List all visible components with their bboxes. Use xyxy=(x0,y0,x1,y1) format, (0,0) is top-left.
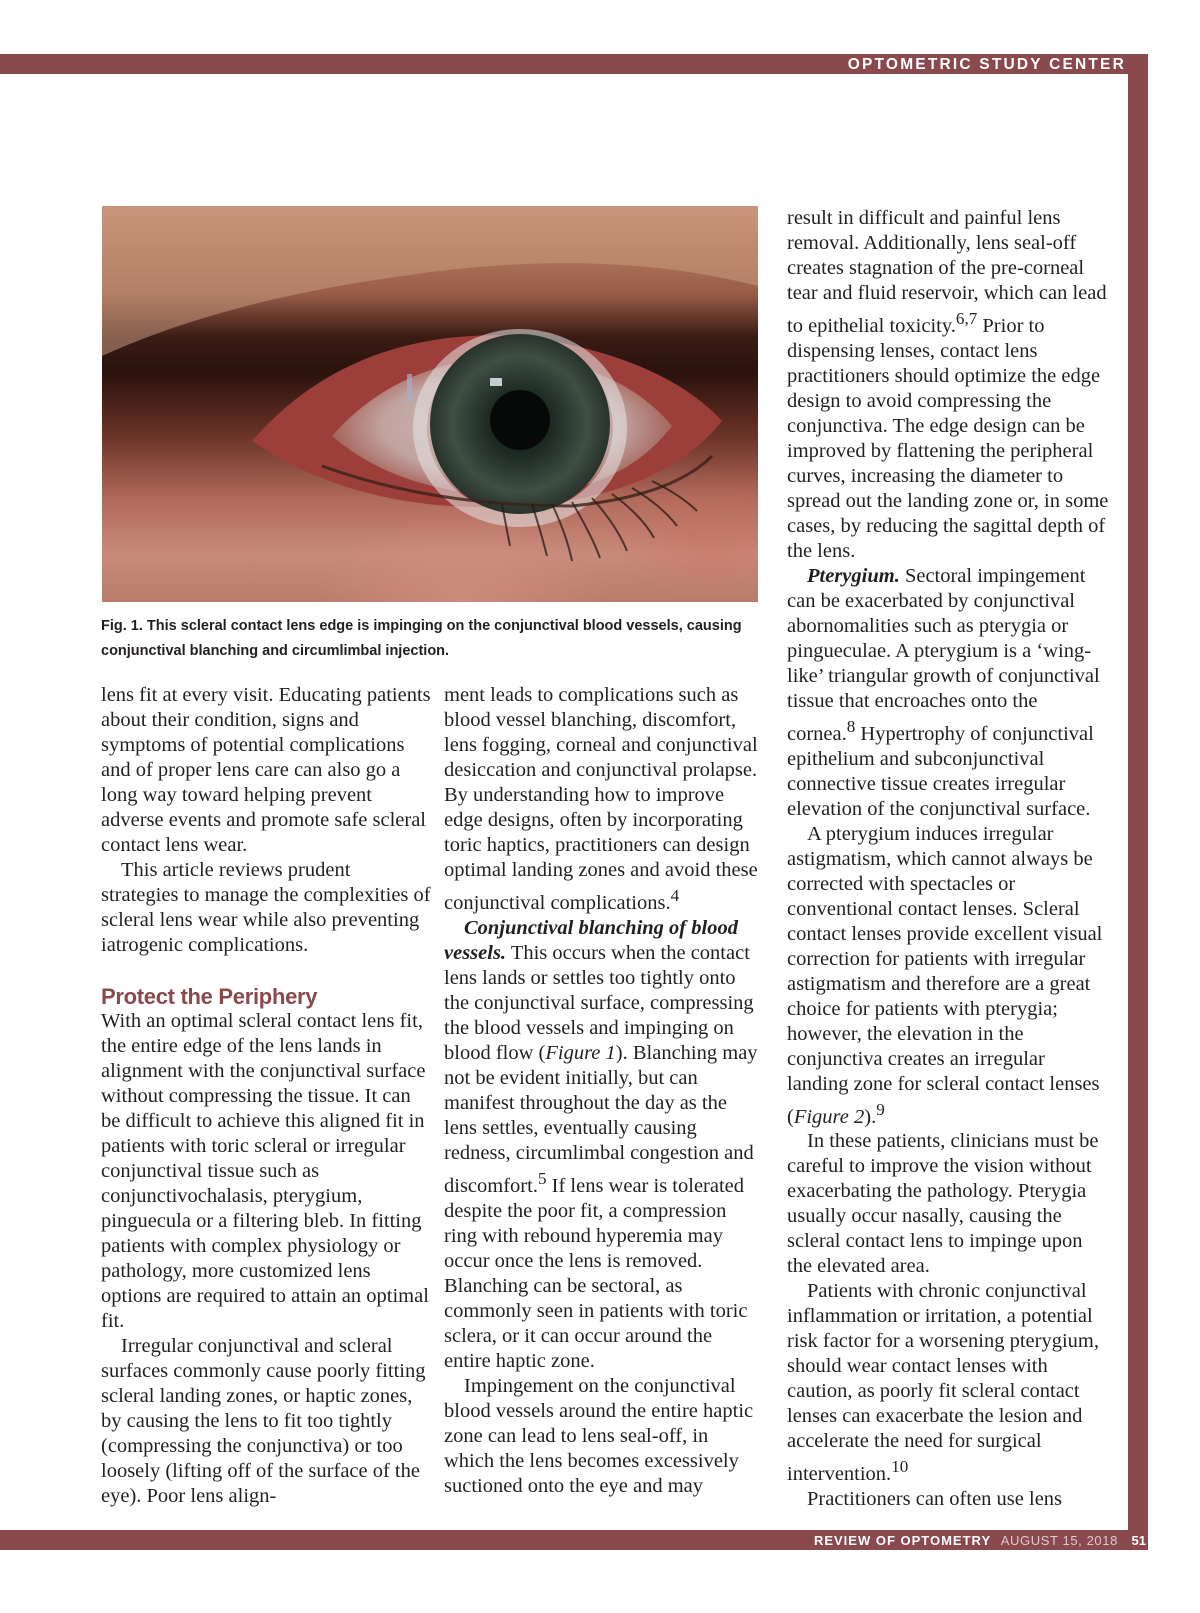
paragraph xyxy=(787,1279,1109,1487)
reference-superscript: 4 xyxy=(670,886,680,905)
reference-superscript: 5 xyxy=(537,1168,547,1188)
reference-superscript: 9 xyxy=(876,1099,885,1119)
paragraph-text: ). Blanching may not be evident initially, but can manifest throughout the day as the lens settles, eventually causing redness, circumlimbal congestion and discomfort. xyxy=(444,1041,758,1197)
eye-illustration xyxy=(102,206,758,602)
paragraph xyxy=(787,822,1109,1130)
text-column-1 xyxy=(101,683,431,1509)
paragraph: This article reviews prudent strategies to manage the complexities of scleral lens wear while also preventing iatrogenic complications. xyxy=(101,859,431,956)
paragraph-text: ). xyxy=(864,1105,877,1128)
figure-reference: Figure 2 xyxy=(793,1105,865,1128)
paragraph: Irregular conjunctival and scleral surfaces commonly cause poorly fitting scleral landing zones, or haptic zones, by causing the lens to fit too tightly (compressing the conjunctiva) or too loosely (lifting off of the surface of the eye). Poor lens align- xyxy=(101,1335,426,1507)
paragraph xyxy=(444,916,762,1374)
figure-caption: Fig. 1. This scleral contact lens edge is impinging on the conjunctival blood vessels, causing conjunctival blanching and circumlimbal injection. xyxy=(101,618,742,659)
paragraph-text: Sectoral impingement can be exacerbated by conjunctival abornomalities such as pterygia or pingueculae. A pterygium is a ‘wing-like’ triangular growth of conjunctival tissue that encroaches onto the cornea. xyxy=(787,564,1100,745)
paragraph: In these patients, clinicians must be careful to improve the vision without exacerbating the pathology. Pterygia usually occur nasally, causing the scleral contact lens to impinge upon the elevated area. xyxy=(787,1130,1099,1278)
section-heading: Protect the Periphery xyxy=(101,984,318,1009)
paragraph-text: Patients with chronic conjunctival inflammation or irritation, a potential risk factor for a worsening pterygium, should wear contact lenses with caution, as poorly fit scleral contact lenses can exacerbate the lesion and accelerate the need for surgical intervention. xyxy=(787,1280,1099,1486)
paragraph-text: This occurs when the contact lens lands or settles too tightly onto the conjunctival surface, compressing the blood vessels and impinging on blood flow ( xyxy=(444,941,754,1064)
paragraph-text: Prior to dispensing lenses, contact lens practitioners should optimize the edge design to avoid compressing the conjunctiva. The edge design can be improved by flattening the peripheral curves, increasing the diameter to spread out the landing zone or, in some cases, by reducing the sagittal depth of the lens. xyxy=(787,314,1109,562)
paragraph-text: ment leads to complications such as blood vessel blanching, discomfort, lens fogging, corneal and conjunctival desiccation and conjunctival prolapse. By understanding how to improve edge designs, often by incorporating toric haptics, practitioners can design optimal landing zones and avoid these conjunctival complications. xyxy=(444,684,758,914)
paragraph: With an optimal scleral contact lens fit, the entire edge of the lens lands in alignment with the conjunctival surface without compressing the tissue. It can be difficult to achieve this aligned fit in patients with toric scleral or irregular conjunctival tissue such as conjunctivochalasis, pterygium, pinguecula or a filtering bleb. In fitting patients with complex physiology or pathology, more customized lens options are required to attain an optimal fit. xyxy=(101,1010,429,1332)
paragraph-text: Hypertrophy of conjunctival epithelium and subconjunctival connective tissue creates irregular elevation of the conjunctival surface. xyxy=(787,722,1094,820)
reference-superscript: 10 xyxy=(891,1457,909,1477)
publication-name: REVIEW OF OPTOMETRY xyxy=(813,1533,992,1548)
page-number: 51 xyxy=(1131,1533,1146,1548)
paragraph xyxy=(444,683,762,916)
eye-with-scleral-lens-photo xyxy=(102,206,758,602)
paragraph: Impingement on the conjunctival blood vessels around the entire haptic zone can lead to lens seal-off, in which the lens becomes excessively suctioned onto the eye and may xyxy=(444,1374,754,1497)
text-column-2 xyxy=(444,683,762,1499)
paragraph: lens fit at every visit. Educating patients about their condition, signs and symptoms of potential complications and of proper lens care can also go a long way toward helping prevent adverse events and promote safe scleral contact lens wear. xyxy=(101,684,431,856)
right-accent-bar xyxy=(1128,54,1148,1544)
text-column-3 xyxy=(787,206,1109,1512)
paragraph-text: If lens wear is tolerated despite the poor fit, a compression ring with rebound hyperemia may occur once the lens is removed. Blanching can be sectoral, as commonly seen in patients with toric sclera, or it can occur around the entire haptic zone. xyxy=(444,1174,748,1372)
issue-date: AUGUST 15, 2018 xyxy=(1000,1533,1118,1548)
figure-reference: Figure 1 xyxy=(545,1041,616,1064)
paragraph-text: A pterygium induces irregular astigmatism, which cannot always be corrected with spectacles or conventional contact lenses. Scleral contact lenses provide excellent visual correction for patients with irregular astigmatism and therefore are a great choice for patients with pterygia; however, the elevation in the conjunctiva creates an irregular landing zone for scleral contact lenses ( xyxy=(787,822,1103,1128)
run-in-heading: Pterygium. xyxy=(807,564,900,587)
section-label: OPTOMETRIC STUDY CENTER xyxy=(847,56,1126,73)
reference-superscript: 6,7 xyxy=(955,309,978,328)
page-footer xyxy=(814,1530,1146,1550)
paragraph xyxy=(787,564,1109,822)
run-in-heading: Conjunctival blanching of blood vessels. xyxy=(444,916,738,964)
reference-superscript: 8 xyxy=(846,716,856,736)
paragraph: Practitioners can often use lens xyxy=(807,1488,1063,1511)
paragraph-text: result in difficult and painful lens removal. Additionally, lens seal-off creates stagnation of the pre-corneal tear and fluid reservoir, which can lead to epithelial toxicity. xyxy=(787,207,1107,337)
paragraph xyxy=(787,206,1109,564)
